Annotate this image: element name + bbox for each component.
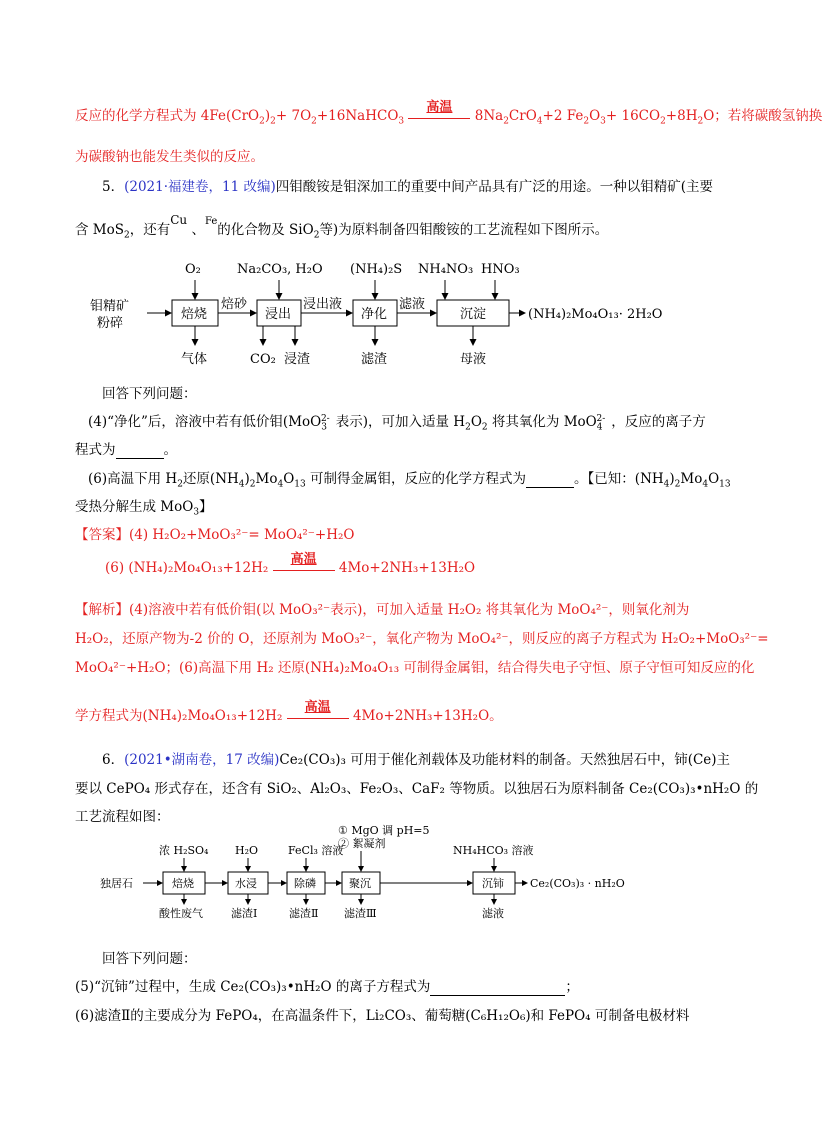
text-seg: 还原(NH bbox=[182, 471, 239, 487]
condition-label: 高温 bbox=[426, 100, 453, 115]
text-seg: +16NaHCO bbox=[316, 108, 399, 124]
flow-reagent: HNO₃ bbox=[481, 262, 520, 277]
answer-label: 【答案】 bbox=[75, 527, 129, 543]
reaction-condition bbox=[273, 552, 335, 571]
flow-output: 滤渣Ⅱ bbox=[289, 907, 319, 920]
flow-between: 浸出液 bbox=[303, 297, 343, 312]
text-seg: (6)高温下用 H bbox=[88, 471, 178, 487]
answer-blank[interactable] bbox=[526, 471, 574, 488]
answer-text: 4Mo+2NH₃+13H₂O bbox=[338, 560, 476, 576]
q5-answer-prompt: 回答下列问题： bbox=[102, 386, 197, 402]
flow-output: CO₂ bbox=[250, 352, 276, 367]
flow-between: 滤液 bbox=[399, 297, 426, 312]
text-seg: 受热分解生成 MoO bbox=[75, 499, 194, 515]
text-seg: 可制得金属钼，反应的化学方程式为 bbox=[310, 471, 527, 487]
q5-sub4-line2 bbox=[75, 438, 177, 459]
flow-reagent: (NH₄)₂S bbox=[350, 262, 403, 277]
flow-reagent: NH₄NO₃ bbox=[418, 262, 474, 277]
top-reaction-line1: 反应的化学方程式为 $4Fe(CrO_2)_2+$ $7O_2+16NaHCO_3$ 高温 $8Na_2CrO_4+2$ $Fe_2O_3+ 16CO_2+8H_2O$；若将碳酸氢钠换 bbox=[75, 104, 822, 127]
q6-intro-line2: 要以 CePO₄ 形式存在，还含有 SiO₂、Al₂O₃、Fe₂O₃、CaF₂ 等物质。以独居石为原料制备 Ce₂(CO₃)₃•nH₂O 的 bbox=[75, 781, 759, 797]
text-seg: 表示)，可加入适量 H bbox=[335, 414, 466, 430]
flow-reagent: O₂ bbox=[185, 262, 201, 277]
q5-answer-line2 bbox=[105, 552, 476, 576]
text-seg: 8Na bbox=[474, 108, 504, 124]
analysis-text: 学方程式为(NH₄)₂Mo₄O₁₃+12H₂ bbox=[75, 708, 283, 724]
text-seg: 】 bbox=[199, 499, 213, 515]
flow-output: 滤渣 bbox=[361, 352, 388, 367]
reaction-condition bbox=[287, 700, 349, 719]
text-seg: ，还有 bbox=[129, 222, 171, 238]
text-seg: ，反应的离子方 bbox=[611, 414, 706, 430]
flow-note: ② 絮凝剂 bbox=[338, 837, 386, 850]
flow-reagent: 浓 H₂SO₄ bbox=[159, 844, 209, 857]
flow-output: 滤液 bbox=[482, 907, 504, 920]
q5-analysis-line3: MoO₄²⁻+H₂O；(6)高温下用 H₂ 还原(NH₄)₂Mo₄O₁₃ 可制得金属钼，结合得失电子守恒、原子守恒可知反应的化 bbox=[75, 660, 755, 676]
text-seg: 。【已知：(NH bbox=[574, 471, 664, 487]
text-seg: O bbox=[470, 414, 482, 430]
flow-product: Ce₂(CO₃)₃ · nH₂O bbox=[530, 877, 625, 890]
flow-input-line1: 钼精矿 bbox=[90, 299, 130, 314]
q5-analysis-line1 bbox=[75, 598, 689, 618]
text-seg: 反应的化学方程式为 4Fe(CrO bbox=[75, 108, 260, 124]
text-seg: +2 Fe bbox=[542, 108, 584, 124]
text-seg: 的化合物及 SiO bbox=[217, 222, 314, 238]
flow-step: 焙烧 bbox=[172, 877, 194, 890]
text-seg: +8H bbox=[665, 108, 698, 124]
text-seg: + 16CO bbox=[605, 108, 661, 124]
flow-reagent: Na₂CO₃, H₂O bbox=[237, 262, 323, 277]
flow-step: 浸出 bbox=[265, 307, 292, 322]
flow-input-line2: 粉碎 bbox=[97, 316, 124, 331]
q5-intro-line2: 含 MoS$_2$，还有Cu 、$^{Fe}$的化合物及 SiO$_2$等)为原料制备四钼酸铵的工艺流程如下图所示。 bbox=[75, 213, 609, 241]
flow-reagent: H₂O bbox=[235, 844, 259, 857]
text-seg: 、 bbox=[191, 222, 205, 238]
flow-output: 滤渣Ⅲ bbox=[344, 907, 377, 920]
flow-reagent: NH₄HCO₃ 溶液 bbox=[453, 844, 534, 857]
q6-sub6: (6)滤渣Ⅱ的主要成分为 FePO₄，在高温条件下，Li₂CO₃、葡萄糖(C₆H₁₂O₆)和 FePO₄ 可制备电极材料 bbox=[75, 1008, 690, 1024]
flow-step: 净化 bbox=[361, 307, 388, 322]
text-seg: Mo bbox=[255, 471, 278, 487]
analysis-label: 【解析】 bbox=[75, 602, 129, 618]
text-seg: O；若将碳酸氢钠换 bbox=[703, 108, 822, 124]
condition-label: 高温 bbox=[290, 552, 317, 567]
q5-analysis-line4 bbox=[75, 700, 503, 724]
flow-output: 母液 bbox=[460, 352, 487, 367]
top-reaction-line2: 为碳酸钠也能发生类似的反应。 bbox=[75, 149, 264, 165]
answer-blank[interactable] bbox=[430, 979, 565, 996]
flow-product: (NH₄)₂Mo₄O₁₃· 2H₂O bbox=[528, 307, 663, 322]
question-source: (2021·福建卷，11 改编) bbox=[124, 179, 276, 195]
q5-sub6-line2: 受热分解生成 MoO$_3$】 bbox=[75, 499, 213, 518]
flow-output: 气体 bbox=[181, 352, 208, 367]
flow-step: 除磷 bbox=[294, 877, 316, 890]
element-fe: Fe bbox=[204, 216, 218, 227]
answer-text: (6) (NH₄)₂Mo₄O₁₃+12H₂ bbox=[105, 560, 269, 576]
text-seg: 。 bbox=[163, 442, 177, 458]
text-seg: (5)“沉铈”过程中，生成 Ce₂(CO₃)₃•nH₂O 的离子方程式为 bbox=[75, 979, 431, 995]
answer-blank[interactable] bbox=[116, 442, 164, 459]
q5-intro-line1 bbox=[102, 175, 713, 195]
q5-analysis-line2: H₂O₂，还原产物为-2 价的 O，还原剂为 MoO₃²⁻，氧化产物为 MoO₄²⁻，则反应的离子方程式为 H₂O₂+MoO₃²⁻= bbox=[75, 631, 769, 647]
flow-output: 酸性废气 bbox=[159, 907, 203, 920]
flow-step: 水浸 bbox=[235, 877, 257, 890]
text-seg: 程式为 bbox=[75, 442, 116, 458]
analysis-text: (4)溶液中若有低价钼(以 MoO₃²⁻表示)，可加入适量 H₂O₂ 将其氧化为 MoO₄²⁻，则氧化剂为 bbox=[129, 602, 690, 618]
flow-step: 焙烧 bbox=[181, 307, 208, 322]
q6-sub5 bbox=[75, 975, 579, 996]
text-seg: 等)为原料制备四钼酸铵的工艺流程如下图所示。 bbox=[319, 222, 609, 238]
answer-text: (4) H₂O₂+MoO₃²⁻= MoO₄²⁻+H₂O bbox=[129, 527, 355, 543]
analysis-text: 4Mo+2NH₃+13H₂O。 bbox=[352, 708, 503, 724]
condition-label: 高温 bbox=[304, 700, 331, 715]
question-source: (2021•湖南卷，17 改编) bbox=[124, 752, 280, 768]
q6-answer-prompt: 回答下列问题： bbox=[102, 951, 197, 967]
text-seg: 四钼酸铵是钼深加工的重要中间产品具有广泛的用途。一种以钼精矿(主要 bbox=[275, 179, 714, 195]
flow-output: 浸渣 bbox=[284, 352, 311, 367]
element-cu: Cu bbox=[170, 213, 188, 227]
text-seg: ； bbox=[565, 979, 579, 995]
flow-note: ① MgO 调 pH=5 bbox=[338, 824, 430, 837]
flow-input: 独居石 bbox=[100, 877, 133, 890]
text-seg: 含 MoS bbox=[75, 222, 124, 238]
text-seg: (4)“净化”后，溶液中若有低价钼(MoO bbox=[88, 414, 322, 430]
flow-reagent: FeCl₃ 溶液 bbox=[288, 844, 344, 857]
flow-step: 沉铈 bbox=[482, 877, 504, 890]
question-number: 6． bbox=[102, 752, 125, 768]
q5-answer-line1 bbox=[75, 523, 355, 543]
text-seg: Ce₂(CO₃)₃ 可用于催化剂载体及功能材料的制备。天然独居石中，铈(Ce)主 bbox=[279, 752, 731, 768]
text-seg: CrO bbox=[508, 108, 537, 124]
q5-flow-diagram bbox=[85, 255, 685, 375]
q5-sub6-line1: (6)高温下用 $H_2$还原$(NH_4)_2Mo_4O_{13}$ 可制得金属钼，反应的化学方程式为 。【已知：$(NH_4)_2Mo_4O_{13}$ bbox=[88, 471, 731, 490]
q6-intro-line3: 工艺流程如图： bbox=[75, 809, 170, 825]
reaction-condition bbox=[408, 100, 470, 119]
flow-step: 聚沉 bbox=[349, 877, 371, 890]
flow-between: 焙砂 bbox=[221, 297, 248, 312]
q5-sub4-line1: (4)“净化”后，溶液中若有低价钼(MoO$_3^{2-}$ 表示)，可加入适量 $H_2O_2$ 将其氧化为 MoO$_4^{2-}$ ，反应的离子方 bbox=[88, 413, 706, 433]
q6-flow-diagram bbox=[95, 825, 655, 920]
text-seg: 将其氧化为 MoO bbox=[491, 414, 597, 430]
flow-output: 滤渣Ⅰ bbox=[231, 907, 258, 920]
q6-intro-line1 bbox=[102, 748, 730, 768]
question-number: 5． bbox=[102, 179, 125, 195]
flow-step: 沉淀 bbox=[460, 307, 487, 322]
text-seg: + 7O bbox=[275, 108, 312, 124]
